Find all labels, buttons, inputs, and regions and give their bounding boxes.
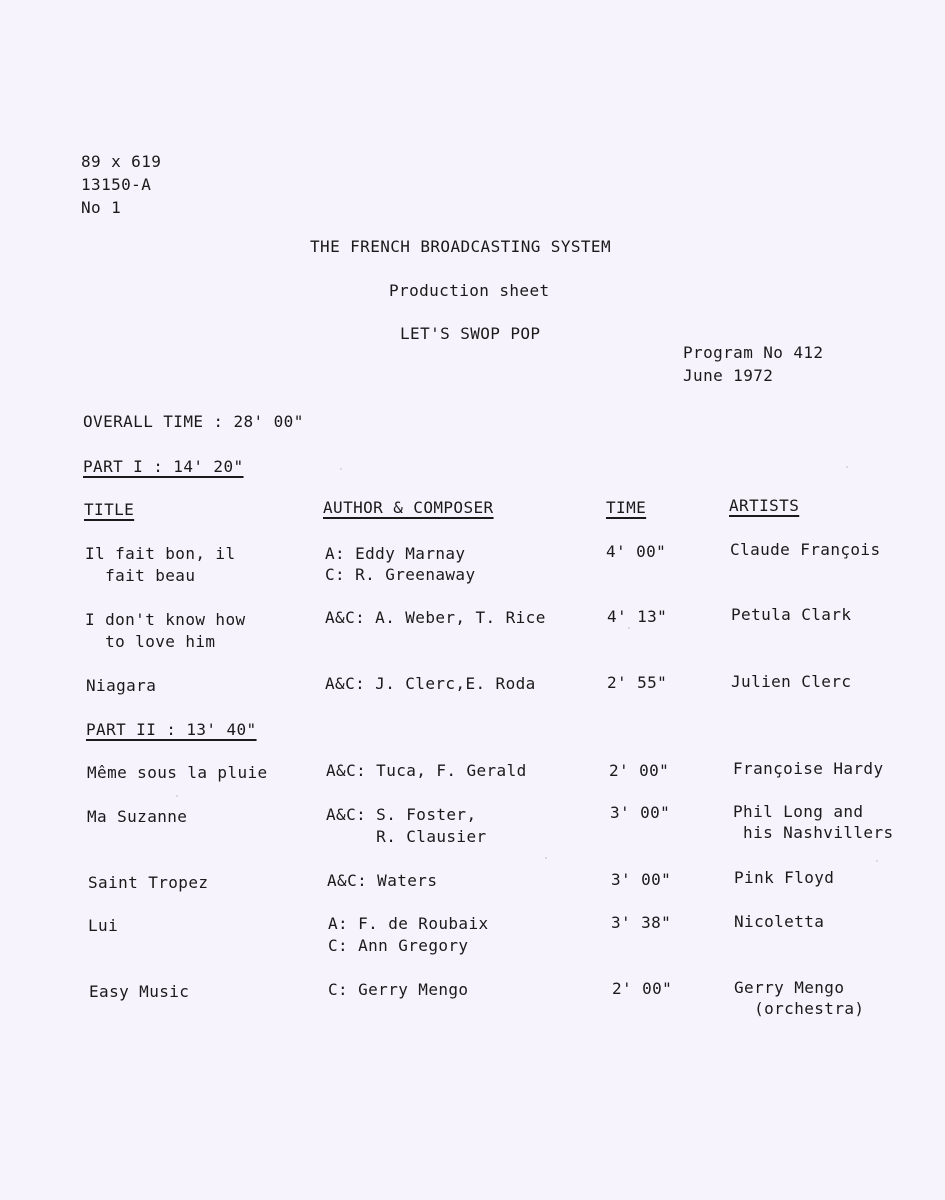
song-title: I don't know how [85, 610, 246, 629]
song-time: 2' 00" [609, 761, 670, 780]
song-artist: Petula Clark [731, 605, 852, 624]
song-author: A: Eddy Marnay [325, 544, 466, 563]
song-artist: Claude François [730, 540, 881, 559]
song-author: C: Gerry Mengo [328, 980, 469, 999]
part-1-heading: PART I : 14' 20" [83, 457, 244, 476]
song-title: Lui [88, 916, 119, 935]
song-author: A&C: Waters [327, 871, 438, 890]
paper-speck [545, 857, 547, 859]
song-author: A&C: A. Weber, T. Rice [325, 608, 546, 627]
song-author: A: F. de Roubaix [328, 914, 489, 933]
program-number: Program No 412 [683, 343, 824, 362]
column-author-header: AUTHOR & COMPOSER [323, 498, 494, 517]
song-title-cont: fait beau [85, 566, 196, 585]
paper-speck [628, 627, 630, 629]
show-title: LET'S SWOP POP [400, 324, 541, 343]
song-author: A&C: J. Clerc,E. Roda [325, 674, 536, 693]
song-composer: C: Ann Gregory [328, 936, 469, 955]
column-artists-header: ARTISTS [729, 496, 800, 515]
song-author: A&C: S. Foster, [326, 805, 477, 824]
song-title: Saint Tropez [88, 873, 209, 892]
song-artist-cont: his Nashvillers [733, 823, 894, 842]
song-time: 2' 55" [607, 673, 668, 692]
song-time: 3' 00" [610, 803, 671, 822]
song-time: 4' 13" [607, 607, 668, 626]
paper-speck [846, 466, 848, 468]
song-author-cont: R. Clausier [326, 827, 487, 846]
song-title: Même sous la pluie [87, 763, 268, 782]
song-title: Niagara [86, 676, 157, 695]
song-title: Easy Music [89, 982, 190, 1001]
column-title-header: TITLE [84, 500, 135, 519]
song-title: Il fait bon, il [85, 544, 236, 563]
song-title-cont: to love him [85, 632, 216, 651]
song-author: A&C: Tuca, F. Gerald [326, 761, 527, 780]
overall-time: OVERALL TIME : 28' 00" [83, 412, 304, 431]
document-type: Production sheet [389, 281, 550, 300]
song-artist: Pink Floyd [734, 868, 835, 887]
song-artist: Gerry Mengo [734, 978, 845, 997]
column-time-header: TIME [606, 498, 647, 517]
song-artist: Nicoletta [734, 912, 825, 931]
song-title: Ma Suzanne [87, 807, 188, 826]
program-date: June 1972 [683, 366, 774, 385]
organization-title: THE FRENCH BROADCASTING SYSTEM [310, 237, 611, 256]
song-composer: C: R. Greenaway [325, 565, 476, 584]
song-artist: Julien Clerc [731, 672, 852, 691]
ref-line-2: 13150-A [81, 175, 152, 194]
song-time: 3' 00" [611, 870, 672, 889]
ref-line-3: No 1 [81, 198, 122, 217]
song-artist-cont: (orchestra) [734, 999, 865, 1018]
paper-speck [876, 860, 878, 862]
paper-speck [176, 795, 178, 797]
song-time: 2' 00" [612, 979, 673, 998]
paper-speck [340, 468, 342, 470]
song-time: 3' 38" [611, 913, 672, 932]
song-artist: Françoise Hardy [733, 759, 884, 778]
song-time: 4' 00" [606, 542, 667, 561]
song-artist: Phil Long and [733, 802, 864, 821]
part-2-heading: PART II : 13' 40" [86, 720, 257, 739]
ref-line-1: 89 x 619 [81, 152, 162, 171]
